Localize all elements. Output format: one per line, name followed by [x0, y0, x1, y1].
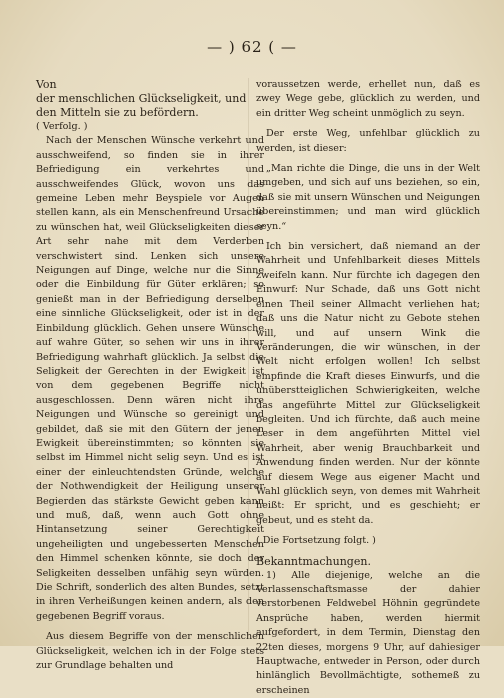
announcement-item: 1) Alle diejenige, welche an die Verlassenschaftsmasse der dahier verstorbenen Feldwebel Höhnin gegründete Ansprüche haben, werden hiermit aufgefordert, in dem Termin, Dienstag den 22ten dieses, morgens 9 Uhr, auf dahiesiger Hauptwache, entweder in Person, oder durch hinlänglich Bevollmächtigte, sothemeß zu erscheinen [256, 569, 480, 696]
article-title-line3: den Mitteln sie zu befördern. [36, 106, 199, 119]
page-number-header: — ) 62 ( — [207, 38, 297, 56]
article-paragraph: Der erste Weg, unfehlbar glücklich zu werden, ist dieser: [256, 128, 480, 154]
article-paragraph: Ich bin versichert, daß niemand an der Wahrheit und Unfehlbarkeit dieses Mittels zweifeln kann. Nur fürchte ich dagegen den Einwurf: Nur Schade, daß uns Gott nicht einen Theil seiner Allmacht verliehen hat; daß uns die Natur nicht zu Gebote stehen will, und auf unsern Wink die Veränderungen, die wir wünschen, in der Welt nicht erfolgen wollen! Ich selbst empfinde die Kraft dieses Einwurfs, und die unüberstteiglichen Schwierigkeiten, welche das angeführte Mittel zur Glückseligkeit begleiten. Und ich fürchte, daß auch meine Leser in dem angeführten Mittel viel Wahrheit, aber wenig Brauchbarkeit und Anwendung finden werden. Nur der könnte auf diesem Wege aus eigener Macht und Wahl glücklich seyn, von demes mit Wahrheit heißt: Er spricht, und es geschieht; er gebeut, und es steht da. [256, 241, 480, 526]
left-column [36, 78, 264, 673]
article-title-line2: der menschlichen Glückseligkeit, und [36, 92, 247, 105]
continuation-note: ( Die Fortsetzung folgt. ) [256, 535, 376, 547]
right-column [256, 78, 480, 698]
article-title-von: Von [36, 78, 57, 91]
article-paragraph: Aus diesem Begriffe von der menschlichen Glückseligkeit, welchen ich in der Folge stets zur Grundlage behalten und [36, 631, 264, 672]
continued-marker: ( Verfolg. ) [36, 121, 88, 132]
announcements-heading: Bekanntmachungen. [256, 554, 371, 568]
article-paragraph: Nach der Menschen Wünsche verkehrt und ausschweifend, so finden sie in ihrer Befriedigung ein verkehrtes und ausschweifendes Glück, wovon uns das gemeine Leben mehr Beyspiele vor Augen stellen kann, als ein Menschenfreund Ursache zu wünschen hat, weil Glückseligkeiten dieser Art sehr nahe mit dem Verderben verschwistert sind. Lenken sich unsere Neigungen auf Dinge, welche nur die Sinne oder die Einbildung für Güter erklären; so genießt man in der Befriedigung derselben eine sinnliche Glückseligkeit, oder ist in der Einbildung glücklich. Gehen unsere Wünsche auf wahre Güter, so sehen wir uns in ihrer Befriedigung wahrhaft glücklich. Ja selbst die Seligkeit der Gerechten in der Ewigkeit ist von dem gegebenen Begriffe nicht ausgeschlossen. Denn wären nicht ihre Neigungen und Wünsche so gereinigt und gebildet, daß sie mit den Gütern der jenen Ewigkeit übereinstimmten; so könnten sie selbst im Himmel nicht selig seyn. Und es ist einer der einleuchtendsten Gründe, welche der Nothwendigkeit der Heiligung unserer Begierden das stärkste Gewicht geben kann und muß, daß, wenn auch Gott ohne Hintansetzung seiner Gerechtigkeit ungeheiligten und ungebesserten Menschen den Himmel schenken könnte, sie doch der Seligkeiten desselben unfähig seyn würden. Die Schrift, sonderlich des alten Bundes, setzt in ihren Verheißungen keinen andern, als den gegebenen Begriff voraus. [36, 135, 264, 622]
article-paragraph: voraussetzen werde, erhellet nun, daß es zwey Wege gebe, glücklich zu werden, und ein dritter Weg scheint unmöglich zu seyn. [256, 79, 480, 119]
quoted-rule: „Man richte die Dinge, die uns in der Welt umgeben, und sich auf uns beziehen, so ein, daß sie mit unsern Wünschen und Neigungen übereinstimmen; und man wird glücklich seyn.“ [256, 163, 480, 232]
